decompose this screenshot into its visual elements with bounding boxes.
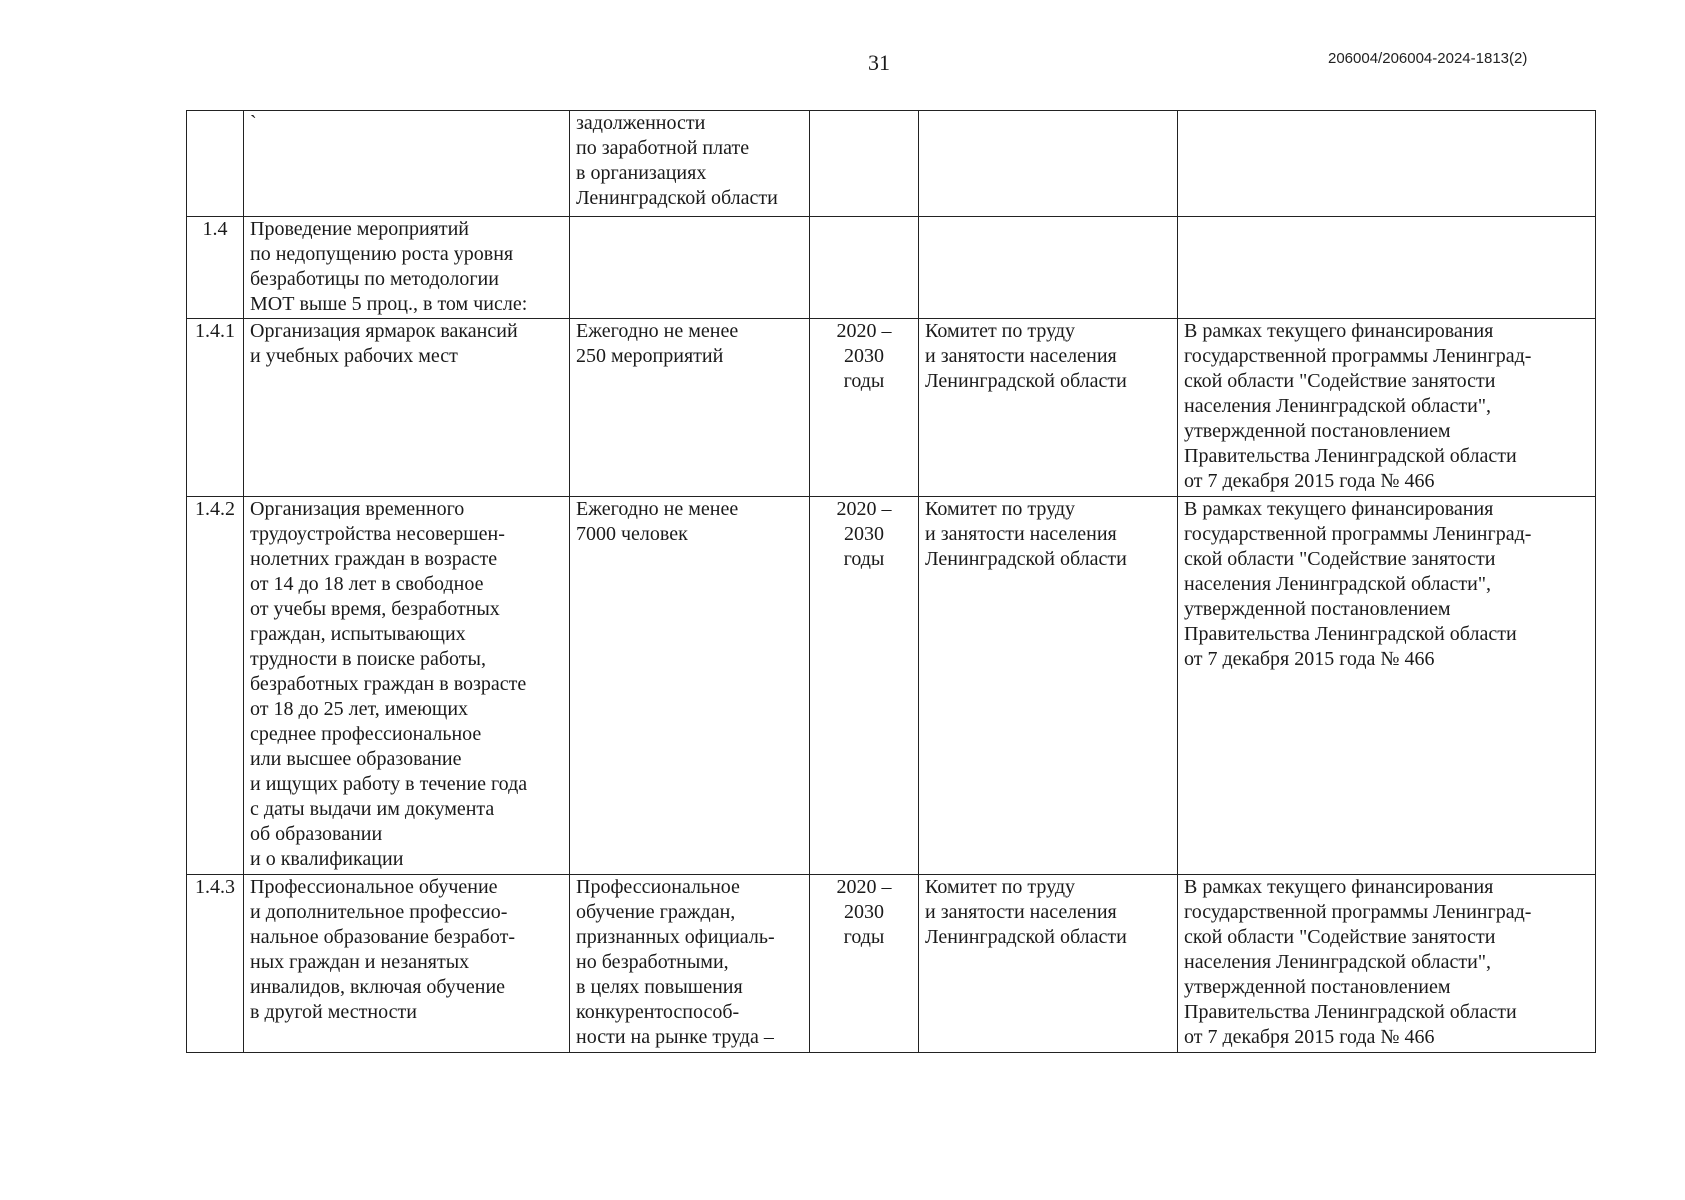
row-number: 1.4.1 [187, 319, 244, 497]
name-line: от 14 до 18 лет в свободное [250, 573, 484, 595]
table-row [187, 875, 1596, 1053]
indicator-line: 7000 человек [576, 523, 688, 545]
term-cell [810, 875, 919, 1053]
executor-line: Ленинградской области [925, 370, 1127, 392]
term-cell [810, 319, 919, 497]
name-line: Профессиональное обучение [250, 876, 498, 898]
executor-line: Комитет по труду [925, 498, 1076, 520]
name-line: или высшее образование [250, 748, 462, 770]
term-line: 2020 – [836, 876, 892, 898]
name-line: нолетних граждан в возрасте [250, 548, 498, 570]
term-line: 2020 – [836, 498, 892, 520]
funding-line: утвержденной постановлением [1184, 420, 1451, 442]
name-line: Проведение мероприятий [250, 218, 470, 240]
funding-line: В рамках текущего финансирования [1184, 498, 1494, 520]
indicator-line: Ежегодно не менее [576, 320, 739, 342]
name-line: по недопущению роста уровня [250, 243, 514, 265]
funding-cell [1178, 875, 1596, 1053]
name-line: об образовании [250, 823, 383, 845]
funding-cell [1178, 497, 1596, 875]
funding-cell [1178, 111, 1596, 217]
name-line: и учебных рабочих мест [250, 345, 458, 367]
table-row [187, 217, 1596, 319]
indicator-line: но безработными, [576, 951, 729, 973]
document-id: 206004/206004-2024-1813(2) [1328, 50, 1528, 67]
term-line: 2030 [844, 523, 884, 545]
executor-line: и занятости населения [925, 901, 1117, 923]
funding-line: от 7 декабря 2015 года № 466 [1184, 1026, 1435, 1048]
row-number: 1.4 [187, 217, 244, 319]
measure-name-cell [244, 875, 570, 1053]
indicator-line: Профессиональное [576, 876, 740, 898]
name-line: Организация временного [250, 498, 465, 520]
funding-line: от 7 декабря 2015 года № 466 [1184, 648, 1435, 670]
indicator-line: в организациях [576, 162, 707, 184]
indicator-line: в целях повышения [576, 976, 743, 998]
executor-line: Ленинградской области [925, 548, 1127, 570]
name-line: ` [250, 112, 257, 134]
indicator-line: обучение граждан, [576, 901, 736, 923]
indicator-cell [570, 875, 810, 1053]
funding-line: В рамках текущего финансирования [1184, 320, 1494, 342]
row-number [187, 111, 244, 217]
executor-line: Комитет по труду [925, 320, 1076, 342]
term-cell [810, 497, 919, 875]
indicator-line: по заработной плате [576, 137, 750, 159]
measures-table [186, 110, 1596, 1053]
indicator-line: Ленинградской области [576, 187, 778, 209]
indicator-cell [570, 497, 810, 875]
indicator-cell [570, 111, 810, 217]
table-body [187, 111, 1596, 1053]
indicator-line: Ежегодно не менее [576, 498, 739, 520]
indicator-line: 250 мероприятий [576, 345, 724, 367]
funding-line: ской области "Содействие занятости [1184, 926, 1496, 948]
term-line: 2020 – [836, 320, 892, 342]
funding-line: В рамках текущего финансирования [1184, 876, 1494, 898]
page-number: 31 [868, 50, 890, 75]
table-row [187, 111, 1596, 217]
term-line: годы [843, 926, 885, 948]
name-line: с даты выдачи им документа [250, 798, 495, 820]
term-line: 2030 [844, 345, 884, 367]
funding-line: утвержденной постановлением [1184, 976, 1451, 998]
name-line: среднее профессиональное [250, 723, 482, 745]
indicator-line: конкурентоспособ- [576, 1001, 740, 1023]
name-line: безработицы по методологии [250, 268, 499, 290]
indicator-line: задолженности [576, 112, 706, 134]
executor-cell [919, 217, 1178, 319]
funding-cell [1178, 217, 1596, 319]
funding-line: ской области "Содействие занятости [1184, 548, 1496, 570]
funding-line: Правительства Ленинградской области [1184, 1001, 1517, 1023]
funding-line: ской области "Содействие занятости [1184, 370, 1496, 392]
executor-cell [919, 875, 1178, 1053]
executor-cell [919, 319, 1178, 497]
name-line: и дополнительное профессио- [250, 901, 508, 923]
funding-line: населения Ленинградской области", [1184, 395, 1492, 417]
name-line: и ищущих работу в течение года [250, 773, 528, 795]
name-line: нальное образование безработ- [250, 926, 515, 948]
table-row [187, 497, 1596, 875]
name-line: трудности в поиске работы, [250, 648, 486, 670]
term-line: годы [843, 370, 885, 392]
measure-name-cell [244, 319, 570, 497]
measure-name-cell [244, 111, 570, 217]
executor-line: Комитет по труду [925, 876, 1076, 898]
name-line: МОТ выше 5 проц., в том числе: [250, 293, 528, 315]
indicator-cell [570, 319, 810, 497]
funding-line: государственной программы Ленинград- [1184, 523, 1532, 545]
term-line: годы [843, 548, 885, 570]
indicator-cell [570, 217, 810, 319]
name-line: и о квалификации [250, 848, 404, 870]
funding-line: государственной программы Ленинград- [1184, 901, 1532, 923]
row-number: 1.4.3 [187, 875, 244, 1053]
name-line: безработных граждан в возрасте [250, 673, 527, 695]
name-line: Организация ярмарок вакансий [250, 320, 518, 342]
funding-cell [1178, 319, 1596, 497]
executor-line: и занятости населения [925, 523, 1117, 545]
term-cell [810, 217, 919, 319]
funding-line: государственной программы Ленинград- [1184, 345, 1532, 367]
executor-line: и занятости населения [925, 345, 1117, 367]
name-line: трудоустройства несовершен- [250, 523, 505, 545]
funding-line: Правительства Ленинградской области [1184, 623, 1517, 645]
name-line: инвалидов, включая обучение [250, 976, 506, 998]
executor-line: Ленинградской области [925, 926, 1127, 948]
table-row [187, 319, 1596, 497]
measure-name-cell [244, 497, 570, 875]
name-line: в другой местности [250, 1001, 417, 1023]
name-line: от учебы время, безработных [250, 598, 500, 620]
executor-cell [919, 497, 1178, 875]
funding-line: Правительства Ленинградской области [1184, 445, 1517, 467]
funding-line: населения Ленинградской области", [1184, 951, 1492, 973]
indicator-line: признанных официаль- [576, 926, 775, 948]
funding-line: утвержденной постановлением [1184, 598, 1451, 620]
funding-line: от 7 декабря 2015 года № 466 [1184, 470, 1435, 492]
name-line: от 18 до 25 лет, имеющих [250, 698, 469, 720]
measure-name-cell [244, 217, 570, 319]
name-line: граждан, испытывающих [250, 623, 466, 645]
term-line: 2030 [844, 901, 884, 923]
row-number: 1.4.2 [187, 497, 244, 875]
name-line: ных граждан и незанятых [250, 951, 470, 973]
funding-line: населения Ленинградской области", [1184, 573, 1492, 595]
term-cell [810, 111, 919, 217]
indicator-line: ности на рынке труда – [576, 1026, 774, 1048]
executor-cell [919, 111, 1178, 217]
